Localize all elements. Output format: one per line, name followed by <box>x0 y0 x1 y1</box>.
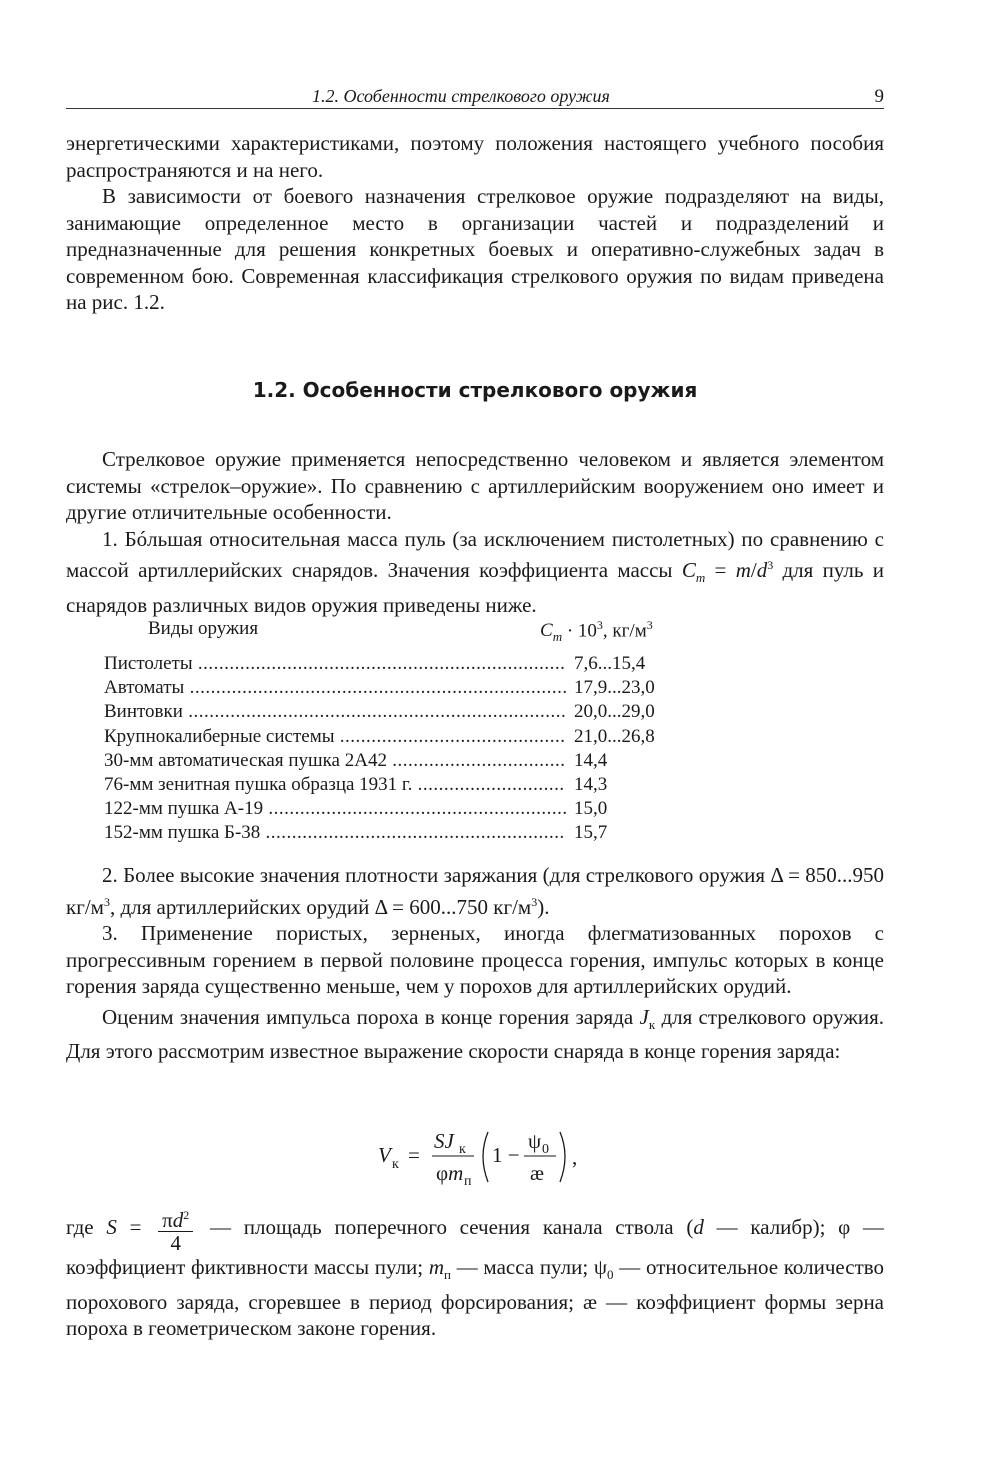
table-row <box>104 700 704 724</box>
table-cell-value: 21,0...26,8 <box>574 725 655 747</box>
paragraph-intro: Стрелковое оружие применяется непосредственно человеком и является элементом системы «стрелок–оружие». По сравнению с артиллерийским вооружением оно имеет и другие отличительные особенности. <box>66 447 884 524</box>
velocity-formula <box>376 1120 636 1190</box>
svg-text:1 −: 1 − <box>492 1143 520 1167</box>
table-cell-name: 122-мм пушка А-19 ..... <box>104 797 566 821</box>
table-row <box>104 676 704 700</box>
table-cell-name: Пистолеты ..... <box>104 652 566 676</box>
text-block-low <box>66 862 884 1065</box>
velocity-formula-svg <box>376 1120 636 1190</box>
table-header-value: $C_m \cdot 10^3$, $кг/м^3$ <box>540 618 653 645</box>
table-cell-name: 30-мм автоматическая пушка 2А42 ..... <box>104 749 566 773</box>
table-cell-name: Крупнокалиберные системы ..... <box>104 725 566 749</box>
item-1-text: 1. Бóльшая относительная масса пуль (за исключением пистолетных) по сравнению с массой артиллерийских снарядов. Значения коэффициента массы <box>66 526 884 582</box>
svg-text:SJ: SJ <box>434 1129 454 1153</box>
table-cell-name: 76-мм зенитная пушка образца 1931 г. ..... <box>104 773 566 797</box>
paragraph-item-3: 3. Применение пористых, зерненых, иногда флегматизованных порохов с прогрессивным горением в первой половине процесса горения, импульс которых в конце горения заряда существенно меньше, чем у порохов для артиллерийских орудий. <box>66 921 884 998</box>
table-row <box>104 749 704 773</box>
area-fraction: $\frac{\pi d^2}{4}$ <box>158 1204 193 1254</box>
section-heading: 1.2. Особенности стрелкового оружия <box>252 378 698 402</box>
item-1-tail: для пуль и снарядов различных видов оружия приведены ниже. <box>66 558 885 617</box>
paragraph-definitions: где S = $\frac{\pi d^2}{4}$ — площадь поперечного сечения канала ствола (d — калибр); φ — коэффициент фиктивности массы пули; $m_п$ — масса пули; $\psi_0$ — относительное количество порохового заряда, сгоревшее в период форсирования; æ — коэффициент формы зерна пороха в геометрическом законе горения. <box>66 1204 884 1342</box>
svg-text:0: 0 <box>542 1142 549 1157</box>
paragraph-item-1: 1. Бóльшая относительная масса пуль (за исключением пистолетных) по сравнению с массой артиллерийских снарядов. Значения коэффициента массы $C_m = m/d^3$ для пуль и снарядов различных видов оружия приведены ниже. <box>66 526 885 617</box>
table-row <box>104 797 704 821</box>
paragraph-classification: В зависимости от боевого назначения стрелковое оружие подразделяют на виды, занимающие определенное место в организации частей и подразделений и предназначенные для решения конкретных боевых и оперативно-служебных задач в современном бою. Современная классификация стрелкового оружия по видам приведена на рис. 1.2. <box>66 184 884 314</box>
table-cell-name: Винтовки ..... <box>104 700 566 724</box>
table-cell-value: 14,4 <box>574 749 608 771</box>
table-header <box>104 618 704 652</box>
text-block-mid <box>66 446 884 618</box>
running-head <box>66 86 884 109</box>
text-block-final <box>66 1204 884 1342</box>
table-rows <box>104 652 704 846</box>
table-cell-value: 7,6...15,4 <box>574 653 646 674</box>
table-row <box>104 652 704 676</box>
svg-text:к: к <box>392 1157 399 1172</box>
svg-text:п: п <box>464 1174 472 1189</box>
mass-coefficient-table <box>104 618 704 846</box>
paragraph-item-2: 2. Более высокие значения плотности заряжания (для стрелкового оружия Δ = 850...950 $кг/м^3$, для артиллерийских орудий Δ = 600...750 $кг/м^3$). <box>66 863 884 919</box>
running-head-title: 1.2. Особенности стрелкового оружия <box>312 86 610 106</box>
svg-text:,: , <box>572 1145 578 1169</box>
svg-text:φm: φm <box>436 1161 464 1185</box>
table-header-name: Виды оружия <box>148 618 259 639</box>
paragraph-continuation: энергетическими характеристиками, поэтому положения настоящего учебного пособия распространяются и на него. <box>66 131 884 182</box>
table-cell-value: 15,7 <box>574 822 608 844</box>
table-row <box>104 773 704 797</box>
table-row <box>104 725 704 749</box>
svg-text:æ: æ <box>530 1161 545 1185</box>
page-number: 9 <box>874 86 884 107</box>
table-cell-value: 17,9...23,0 <box>574 677 655 699</box>
table-cell-value: 14,3 <box>574 773 608 795</box>
text-block-top <box>66 130 884 316</box>
table-cell-name: 152-мм пушка Б-38 ..... <box>104 821 566 845</box>
table-cell-value: 15,0 <box>574 798 608 820</box>
table-cell-value: 20,0...29,0 <box>574 701 655 723</box>
table-row <box>104 821 704 845</box>
svg-text:к: к <box>459 1142 466 1157</box>
table-cell-name: Автоматы ..... <box>104 676 566 700</box>
paragraph-impulse: Оценим значения импульса пороха в конце горения заряда $J_к$ для стрелкового оружия. Для этого рассмотрим известное выражение скорости снаряда в конце горения заряда: <box>66 1004 884 1064</box>
svg-text:=: = <box>408 1143 420 1167</box>
svg-text:V: V <box>378 1143 391 1167</box>
svg-text:ψ: ψ <box>528 1129 542 1153</box>
